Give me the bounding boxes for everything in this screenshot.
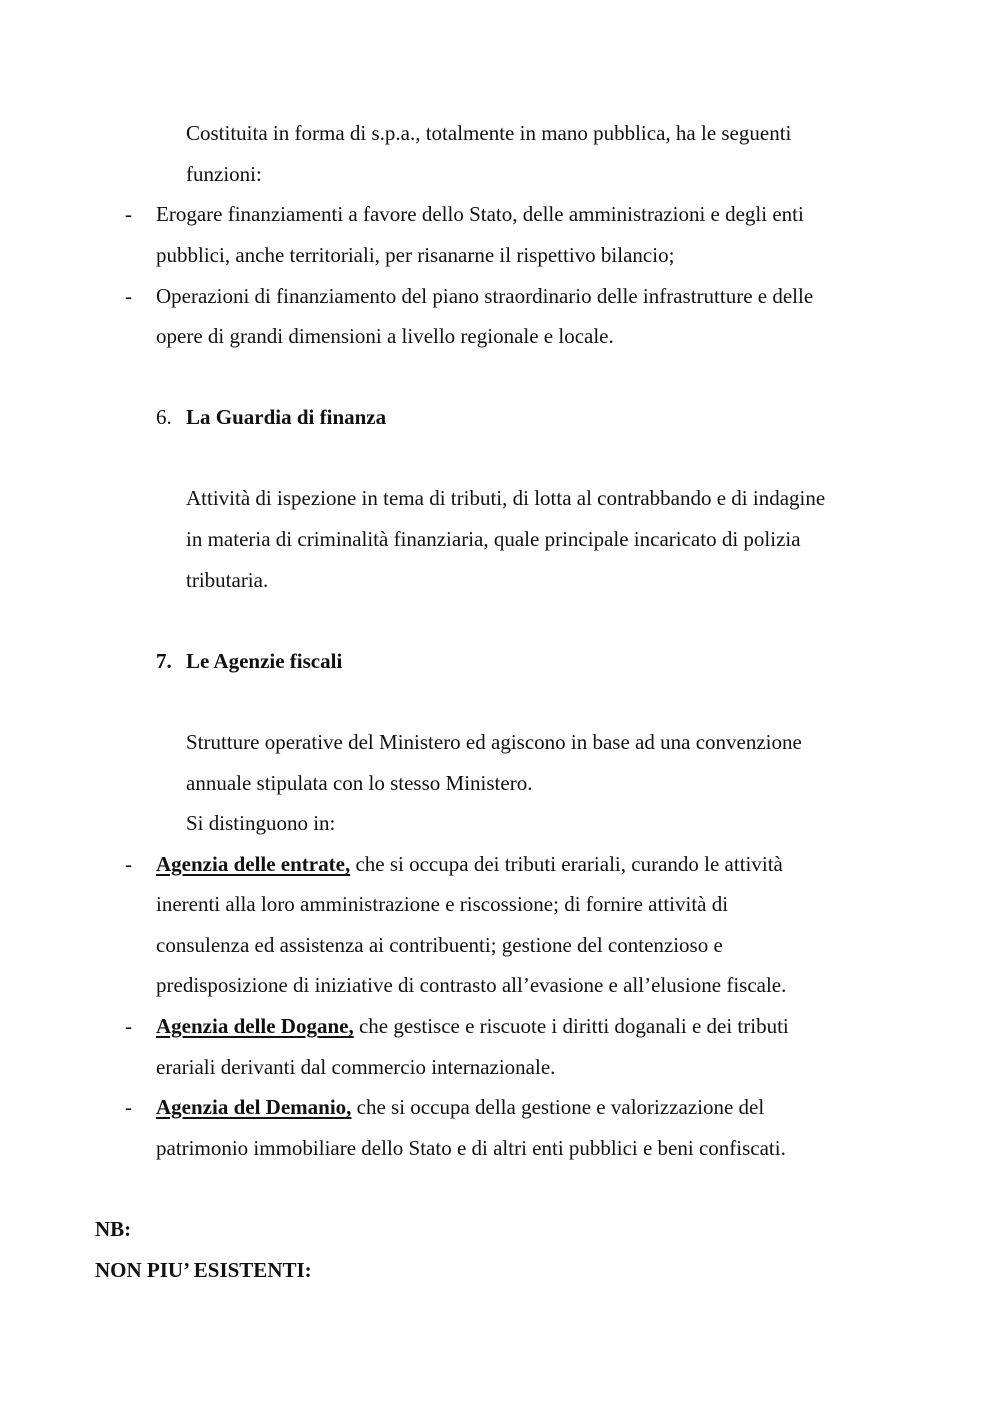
section-6-title: La Guardia di finanza (186, 405, 387, 429)
section-7-line-1: Strutture operative del Ministero ed agiscono in base ad una convenzione (186, 730, 802, 754)
intro-line-1: Costituita in forma di s.p.a., totalmente in mano pubblica, ha le seguenti (186, 121, 792, 145)
agency-3-line-1 (156, 1095, 764, 1119)
agency-1-line-4: predisposizione di iniziative di contrasto all’evasione e all’elusione fiscale. (156, 973, 787, 997)
function-2-line-2: opere di grandi dimensioni a livello regionale e locale. (156, 324, 614, 348)
section-7-title: Le Agenzie fiscali (186, 649, 343, 673)
agency-description: che si occupa della gestione e valorizzazione del (351, 1095, 765, 1119)
section-7-number: 7. (156, 649, 172, 673)
bullet-dash: - (125, 1014, 132, 1038)
agency-2-line-2: erariali derivanti dal commercio internazionale. (156, 1055, 556, 1079)
agency-2-line-1 (156, 1014, 789, 1038)
agency-3-line-2: patrimonio immobiliare dello Stato e di altri enti pubblici e beni confiscati. (156, 1136, 786, 1160)
section-7-line-3: Si distinguono in: (186, 811, 336, 835)
bullet-dash: - (125, 202, 132, 226)
agency-1-line-3: consulenza ed assistenza ai contribuenti; gestione del contenzioso e (156, 933, 723, 957)
function-1-line-1: Erogare finanziamenti a favore dello Stato, delle amministrazioni e degli enti (156, 202, 804, 226)
bullet-dash: - (125, 1095, 132, 1119)
section-6-line-1: Attività di ispezione in tema di tributi, di lotta al contrabbando e di indagine (186, 486, 826, 510)
section-6-number: 6. (156, 405, 172, 429)
agency-name: Agenzia delle entrate, (156, 852, 351, 876)
bullet-dash: - (125, 284, 132, 308)
function-1-line-2: pubblici, anche territoriali, per risanarne il rispettivo bilancio; (156, 243, 675, 267)
agency-description: che si occupa dei tributi erariali, curando le attività (350, 852, 783, 876)
function-2-line-1: Operazioni di finanziamento del piano straordinario delle infrastrutture e delle (156, 284, 814, 308)
bullet-dash: - (125, 852, 132, 876)
agency-name: Agenzia delle Dogane, (156, 1014, 354, 1038)
section-6-line-3: tributaria. (186, 568, 269, 592)
note-heading: NON PIU’ ESISTENTI: (95, 1258, 312, 1282)
section-6-line-2: in materia di criminalità finanziaria, quale principale incaricato di polizia (186, 527, 801, 551)
section-7-line-2: annuale stipulata con lo stesso Ministero. (186, 771, 533, 795)
intro-line-2: funzioni: (186, 162, 262, 186)
agency-name: Agenzia del Demanio, (156, 1095, 352, 1119)
agency-1-line-2: inerenti alla loro amministrazione e riscossione; di fornire attività di (156, 892, 729, 916)
note-nb: NB: (95, 1217, 132, 1241)
agency-description: che gestisce e riscuote i diritti doganali e dei tributi (353, 1014, 789, 1038)
agency-1-line-1 (156, 852, 783, 876)
